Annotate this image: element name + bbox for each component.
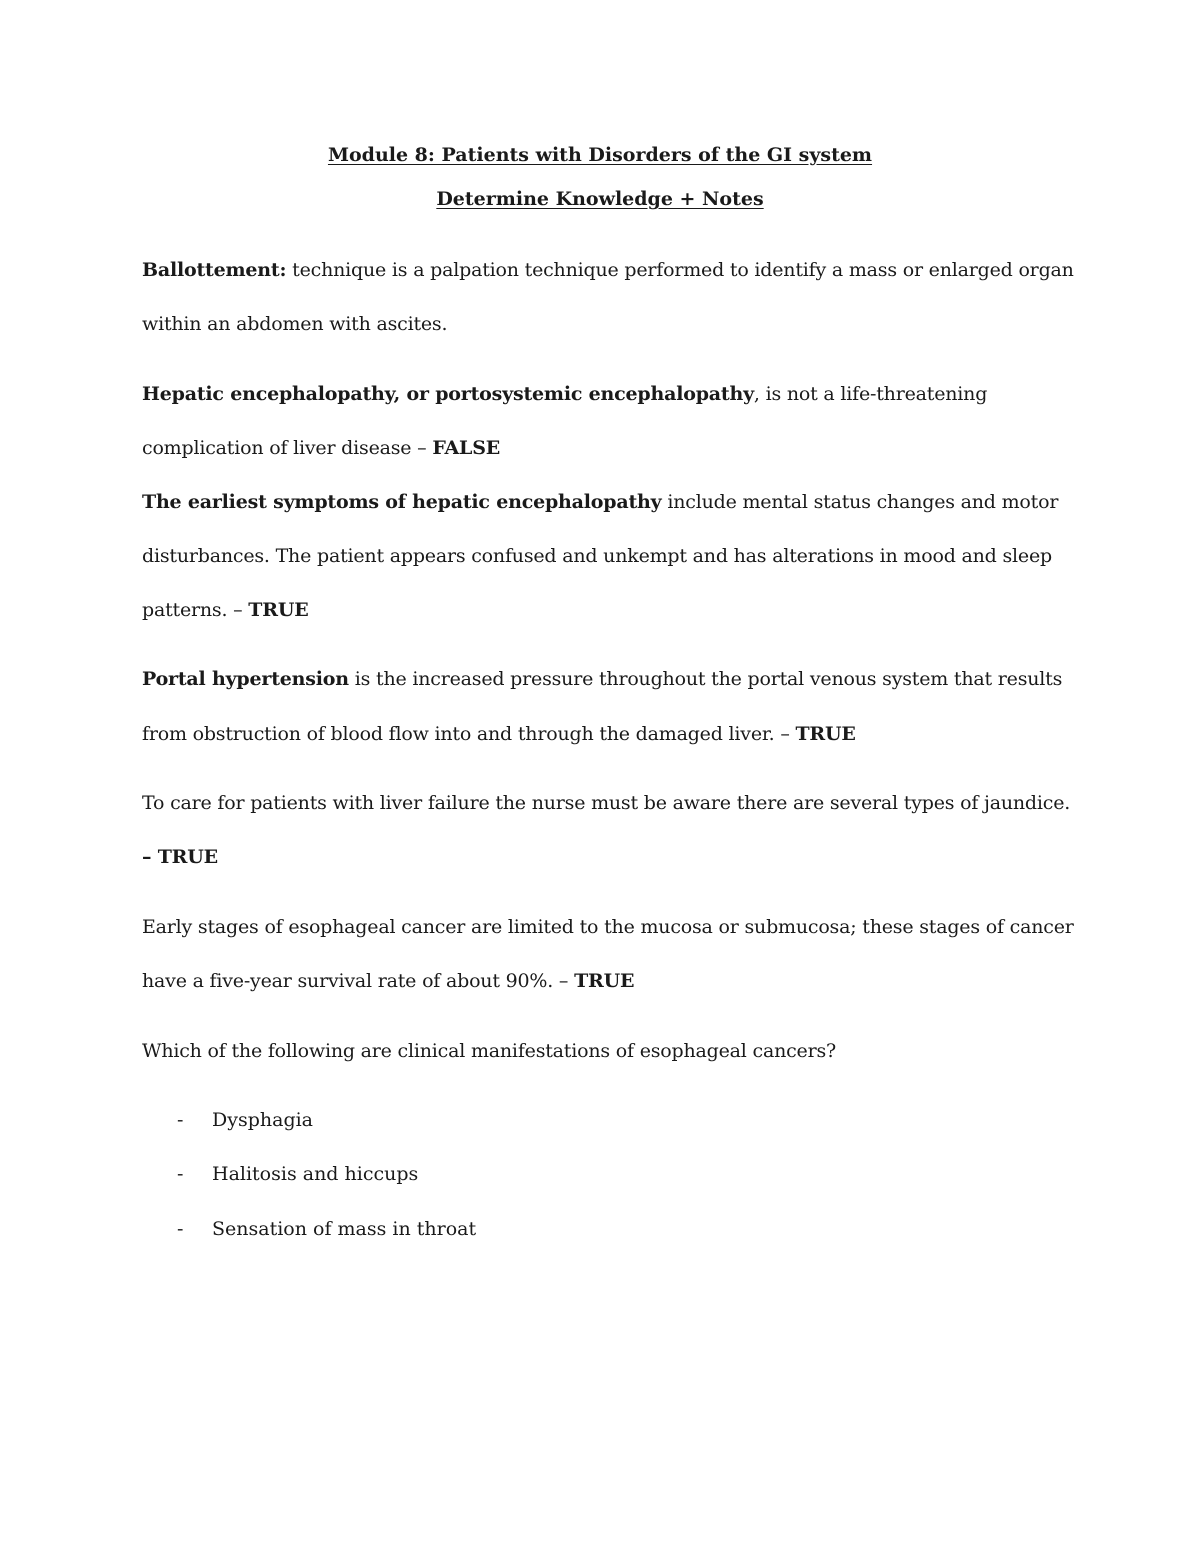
bullet-dash: - — [177, 1109, 184, 1131]
earliest-term: The earliest symptoms of hepatic encephalopathy — [142, 491, 662, 513]
earliest-line-1 — [142, 491, 1058, 513]
hepatic-term: Hepatic encephalopathy, or portosystemic encephalopathy — [142, 383, 754, 405]
hepatic-line-1 — [142, 383, 987, 405]
esophageal-text-2: have a five-year survival rate of about 90%. – — [142, 970, 575, 992]
list-item: Sensation of mass in throat — [212, 1218, 477, 1240]
bullet-dash: - — [177, 1163, 184, 1185]
ballottement-line-1 — [142, 259, 1074, 281]
esophageal-line-2 — [142, 970, 634, 992]
hepatic-text-2: complication of liver disease – — [142, 437, 433, 459]
portal-line-2 — [142, 723, 856, 745]
portal-term: Portal hypertension — [142, 668, 349, 690]
earliest-text-3: patterns. – — [142, 599, 249, 621]
earliest-text-1: include mental status changes and motor — [661, 491, 1059, 513]
portal-answer: TRUE — [795, 723, 856, 745]
hepatic-line-2 — [142, 437, 500, 459]
hepatic-text-1: , is not a life-threatening — [753, 383, 988, 405]
earliest-answer: TRUE — [248, 599, 309, 621]
portal-text-2: from obstruction of blood flow into and through the damaged liver. – — [142, 723, 796, 745]
document-title: Module 8: Patients with Disorders of the GI system — [327, 144, 873, 166]
esophageal-answer: TRUE — [574, 970, 635, 992]
esophageal-line-1: Early stages of esophageal cancer are limited to the mucosa or submucosa; these stages of cancer — [142, 916, 1074, 938]
ballottement-term: Ballottement: — [142, 259, 287, 281]
ballottement-line-2: within an abdomen with ascites. — [142, 313, 448, 335]
bullet-dash: - — [177, 1218, 184, 1240]
hepatic-answer: FALSE — [432, 437, 500, 459]
question-text: Which of the following are clinical manifestations of esophageal cancers? — [142, 1040, 837, 1062]
document-subtitle: Determine Knowledge + Notes — [436, 188, 764, 210]
jaundice-answer: – TRUE — [142, 846, 218, 868]
list-item: Dysphagia — [212, 1109, 314, 1131]
portal-text-1: is the increased pressure throughout the portal venous system that results — [348, 668, 1063, 690]
earliest-line-2: disturbances. The patient appears confused and unkempt and has alterations in mood and sleep — [142, 545, 1052, 567]
jaundice-line-1: To care for patients with liver failure the nurse must be aware there are several types of jaundice. — [142, 792, 1071, 814]
portal-line-1 — [142, 668, 1062, 690]
ballottement-text-1: technique is a palpation technique performed to identify a mass or enlarged organ — [286, 259, 1074, 281]
list-item: Halitosis and hiccups — [212, 1163, 419, 1185]
earliest-line-3 — [142, 599, 308, 621]
